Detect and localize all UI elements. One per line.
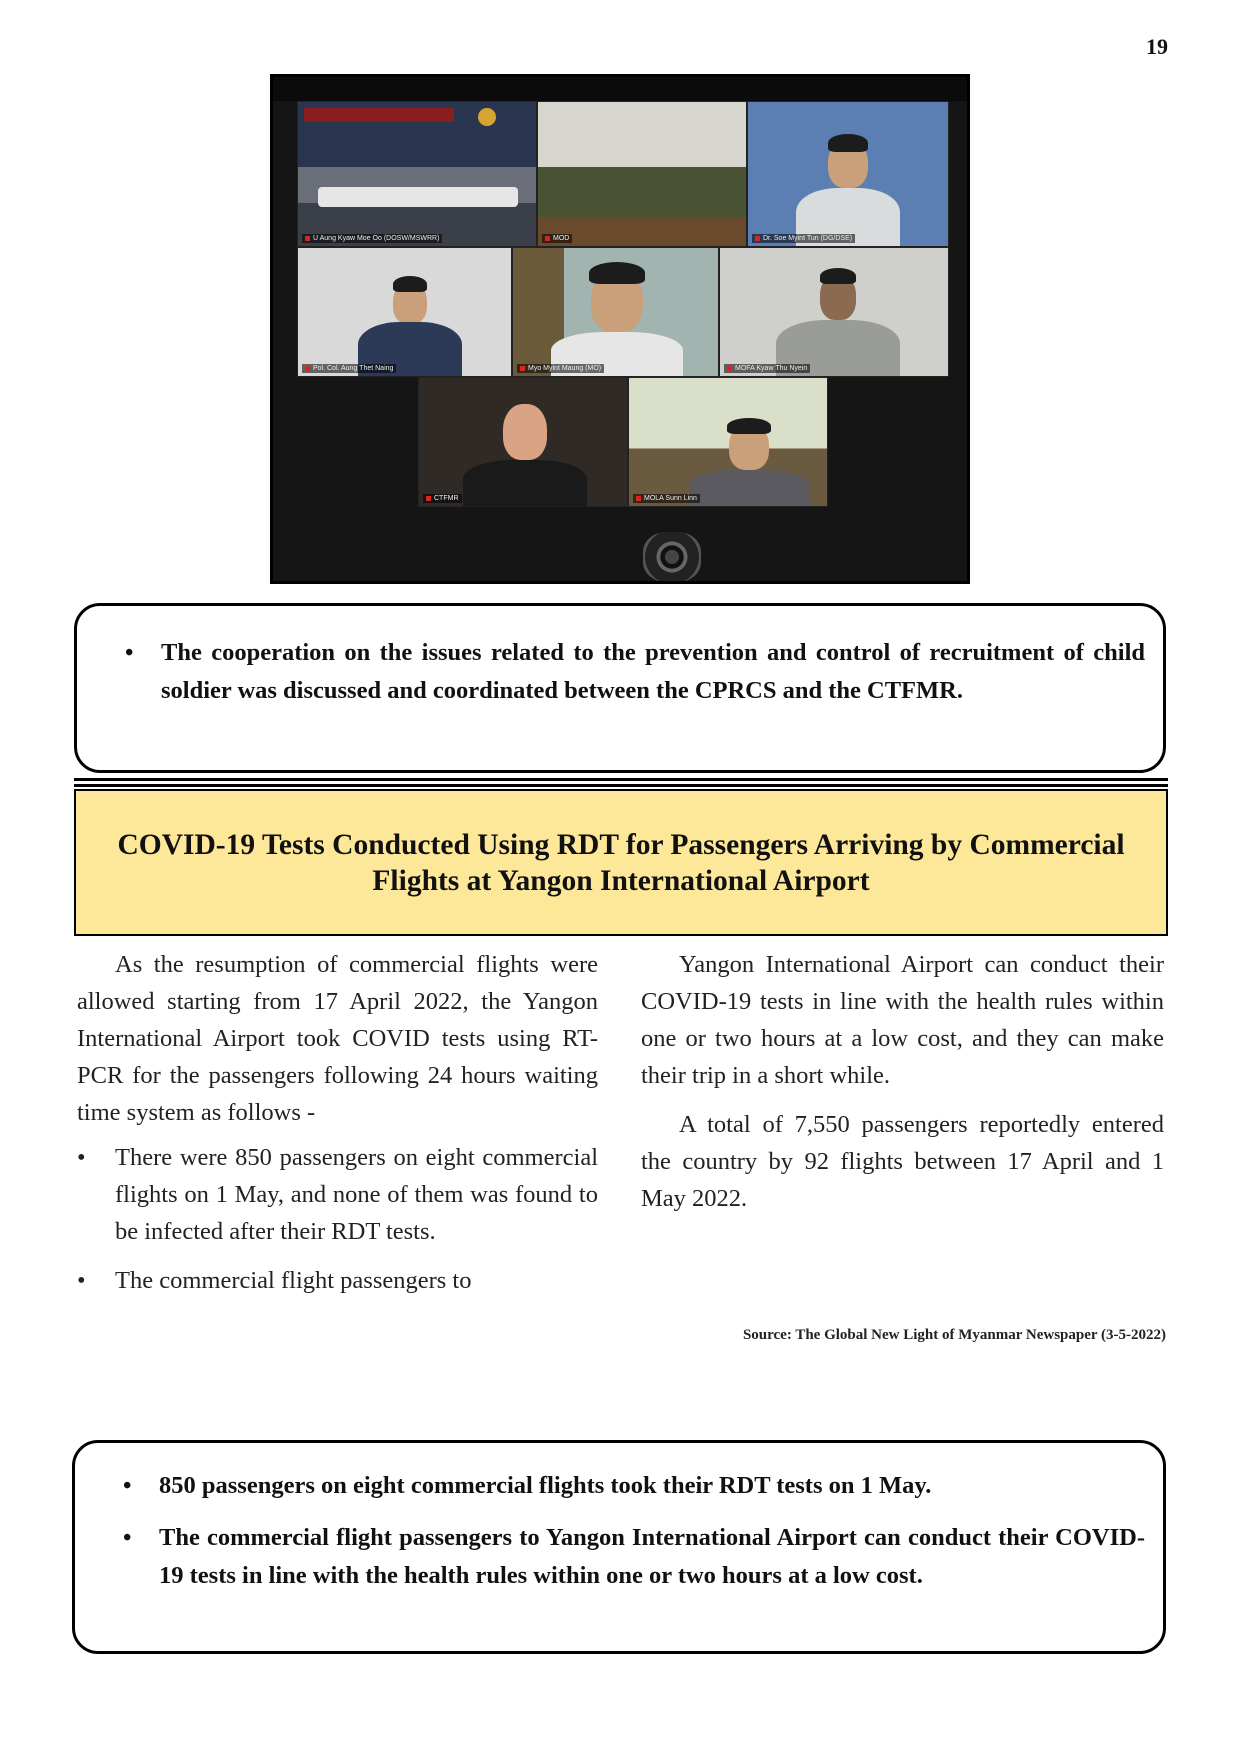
summary-list — [111, 1467, 1145, 1595]
article-bullet: • There were 850 passengers on eight commercial flights on 1 May, and none of them was found to be infected after their RDT tests. — [115, 1139, 598, 1250]
article-bullet-list — [77, 1139, 598, 1299]
tile-label: CTFMR — [423, 494, 462, 503]
page-number: 19 — [1146, 34, 1168, 59]
conference-tile-police-officer — [297, 247, 512, 377]
article-column-left — [77, 946, 598, 1311]
summary-list — [113, 634, 1145, 710]
article-bullet-continuation: Yangon International Airport can conduct their COVID-19 tests in line with the health rules within one or two hours at a low cost, and they can make their trip in a short while. — [641, 951, 1164, 1089]
conference-tile-speaker-3 — [719, 247, 949, 377]
conference-tile-speaker-1 — [747, 101, 949, 247]
webcam-icon — [643, 532, 701, 582]
tile-label: U Aung Kyaw Moe Oo (DOSW/MSWRR) — [302, 234, 442, 243]
article-title-banner — [74, 789, 1168, 936]
summary-box-rdt — [72, 1440, 1166, 1654]
tile-label: Myo Myint Maung (MO) — [517, 364, 604, 373]
summary-box-cooperation — [74, 603, 1166, 773]
article-bullet: • The commercial flight passengers to — [115, 1262, 598, 1299]
summary-bullet: • The commercial flight passengers to Yangon International Airport can conduct their COVID-19 tests in line with the health rules within one or two hours at a low cost. — [159, 1519, 1145, 1595]
conference-tile-speaker-4 — [628, 377, 828, 507]
summary-bullet: • 850 passengers on eight commercial flights took their RDT tests on 1 May. — [159, 1467, 1145, 1505]
video-conference-photo — [270, 74, 970, 584]
conference-tile-military-group — [537, 101, 747, 247]
tile-label: MOLA Sunn Linn — [633, 494, 700, 503]
article-intro-paragraph: As the resumption of commercial flights were allowed starting from 17 April 2022, the Yangon International Airport took COVID tests using RT-PCR for the passengers following 24 hours waiting time system as follows - — [77, 951, 598, 1126]
conference-tile-speaker-2 — [512, 247, 719, 377]
tile-label: MOFA Kyaw Thu Nyein — [724, 364, 810, 373]
tile-label: Pol. Col. Aung Thet Naing — [302, 364, 396, 373]
article-total-paragraph: A total of 7,550 passengers reportedly entered the country by 92 flights between 17 April and 1 May 2022. — [641, 1111, 1164, 1212]
article-column-right — [641, 946, 1164, 1217]
screen-top-bar — [273, 77, 967, 101]
summary-bullet: • The cooperation on the issues related to the prevention and control of recruitment of child soldier was discussed and coordinated between the CPRCS and the CTFMR. — [161, 634, 1145, 710]
conference-tile-meeting-room — [297, 101, 537, 247]
section-divider — [74, 778, 1168, 781]
tile-label: Dr. Soe Myint Tun (DG/DSE) — [752, 234, 855, 243]
tile-label: MOD — [542, 234, 572, 243]
conference-tile-ctfmr — [418, 377, 628, 507]
article-title: COVID-19 Tests Conducted Using RDT for Passengers Arriving by Commercial Flights at Yangon International Airport — [117, 828, 1125, 897]
article-source: Source: The Global New Light of Myanmar Newspaper (3-5-2022) — [742, 1327, 1166, 1343]
